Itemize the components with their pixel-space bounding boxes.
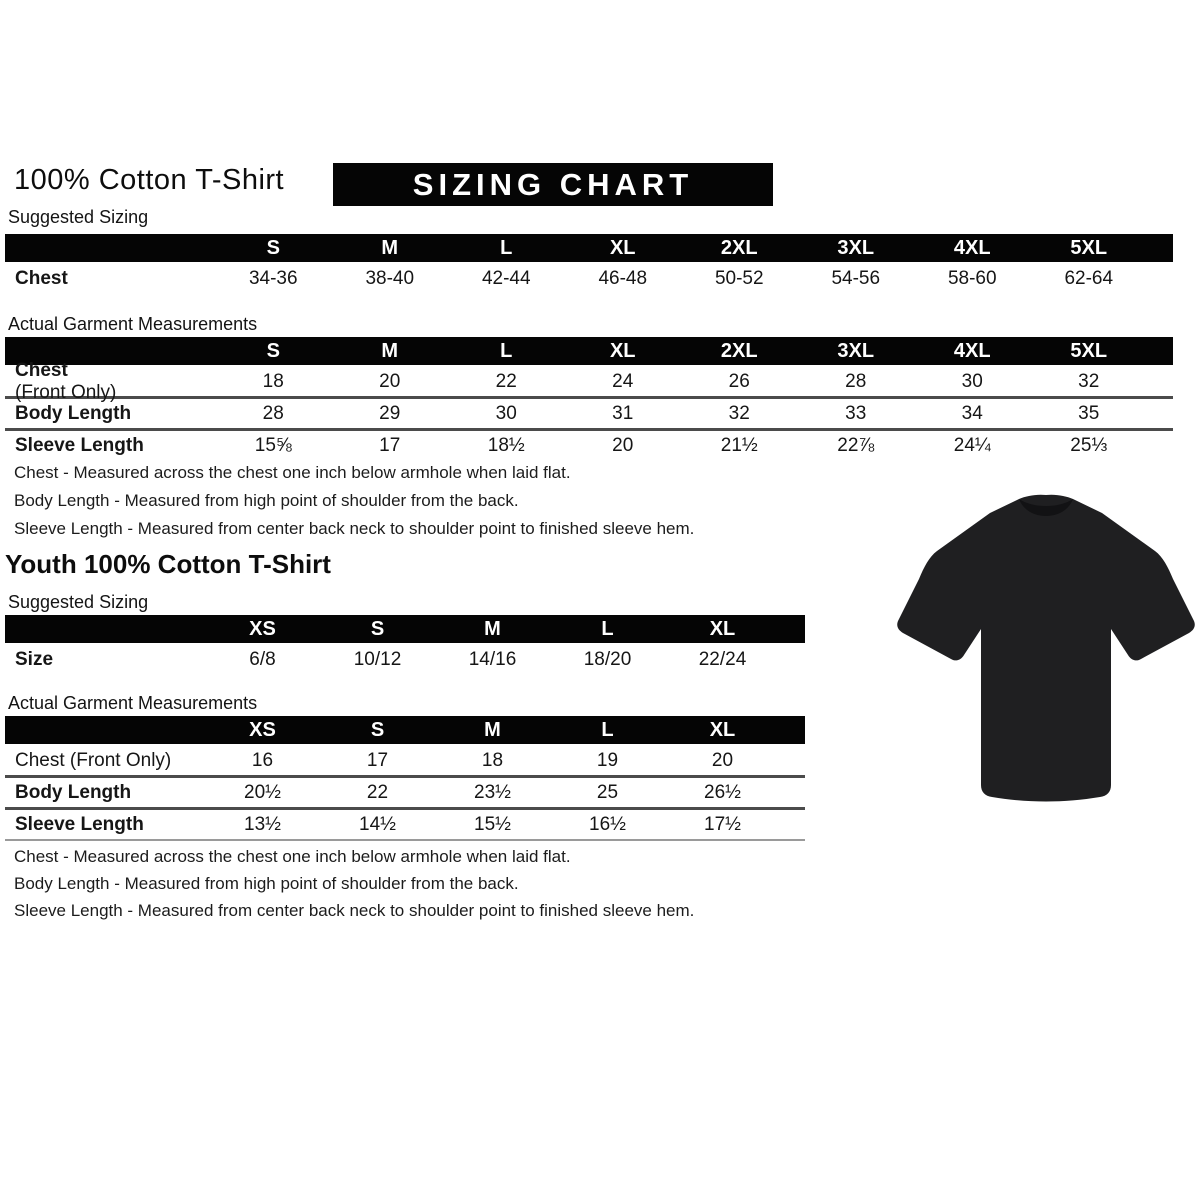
column-header: M (484, 718, 501, 741)
value-cell: 34-36 (248, 267, 298, 289)
value-cell: 31 (612, 402, 634, 424)
value-cell: 17 (366, 749, 389, 771)
value-cell: 33 (845, 402, 867, 424)
adult-actual-measurements-table (5, 337, 1173, 460)
column-header: 3XL (837, 236, 875, 259)
tshirt-body (897, 495, 1195, 802)
note-line: Chest - Measured across the chest one inch below armhole when laid flat. (14, 847, 571, 866)
youth-suggested-sizing-label: Suggested Sizing (8, 592, 149, 612)
table-row (5, 645, 805, 674)
value-cell: 19 (596, 749, 619, 771)
value-cell: 20½ (244, 781, 281, 803)
youth-section-title: Youth 100% Cotton T-Shirt (5, 549, 331, 579)
value-cell: 58-60 (947, 267, 997, 289)
value-cell: 20 (711, 749, 734, 771)
row-label (5, 782, 205, 804)
value-cell: 20 (612, 434, 634, 456)
value-cell: 20 (379, 370, 401, 392)
youth-measurement-notes (14, 843, 694, 924)
value-cell: 30 (495, 402, 517, 424)
sizing-chart-banner (333, 163, 773, 206)
value-cell: 28 (845, 370, 867, 392)
row-label-text: Chest (15, 359, 68, 381)
value-cell: 13½ (244, 813, 281, 835)
column-header: XL (609, 339, 636, 362)
value-cell: 18 (262, 370, 284, 392)
row-label (5, 814, 205, 836)
sizing-chart-banner-text: SIZING CHART (412, 166, 694, 202)
adult-actual-measurements-label: Actual Garment Measurements (8, 314, 258, 334)
value-cell: 25⅓ (1070, 434, 1108, 456)
note-line: Body Length - Measured from high point of shoulder from the back. (14, 491, 519, 510)
value-cell: 21½ (720, 434, 758, 456)
column-header: XS (249, 617, 276, 640)
row-label-text: Sleeve Length (15, 434, 144, 456)
value-cell: 50-52 (714, 267, 764, 289)
column-header: S (266, 236, 280, 259)
column-header: 2XL (720, 339, 758, 362)
column-header: M (381, 339, 399, 362)
value-cell: 18/20 (583, 648, 632, 670)
column-header: L (500, 339, 513, 362)
value-cell: 18½ (487, 434, 525, 456)
column-header: S (266, 339, 280, 362)
value-cell: 22 (366, 781, 389, 803)
column-header: S (370, 617, 385, 640)
column-header: 5XL (1070, 236, 1108, 259)
note-line: Body Length - Measured from high point of shoulder from the back. (14, 874, 519, 893)
value-cell: 22⅞ (837, 434, 875, 456)
value-cell: 17½ (704, 813, 741, 835)
column-header: XL (609, 236, 636, 259)
value-cell: 29 (379, 402, 401, 424)
column-header: M (484, 617, 501, 640)
row-label (5, 360, 215, 404)
column-header: 5XL (1070, 339, 1108, 362)
column-header: L (601, 718, 614, 741)
value-cell: 24¼ (953, 434, 991, 456)
value-cell: 34 (961, 402, 983, 424)
table-row (5, 807, 805, 841)
value-cell: 16 (251, 749, 274, 771)
value-cell: 35 (1078, 402, 1100, 424)
table-header-row (5, 716, 805, 744)
column-header: M (381, 236, 399, 259)
value-cell: 42-44 (481, 267, 531, 289)
page-title: 100% Cotton T-Shirt (14, 164, 285, 196)
value-cell: 22/24 (698, 648, 747, 670)
adult-suggested-sizing-label: Suggested Sizing (8, 207, 149, 227)
youth-actual-measurements-label: Actual Garment Measurements (8, 693, 258, 713)
value-cell: 46-48 (598, 267, 648, 289)
value-cell: 16½ (589, 813, 626, 835)
row-label (5, 750, 205, 772)
value-cell: 14/16 (468, 648, 517, 670)
value-cell: 15½ (474, 813, 511, 835)
row-label-text: Chest (15, 267, 68, 289)
row-label-text: Sleeve Length (15, 813, 144, 835)
value-cell: 62-64 (1064, 267, 1114, 289)
table-row (5, 746, 805, 775)
row-label-text: Body Length (15, 402, 132, 424)
column-header: 2XL (720, 236, 758, 259)
value-cell: 17 (379, 434, 401, 456)
table-header-row (5, 234, 1173, 262)
note-line: Chest - Measured across the chest one inch below armhole when laid flat. (14, 463, 571, 482)
row-label-text: Body Length (15, 781, 132, 803)
row-label-text: Size (15, 648, 54, 670)
value-cell: 28 (262, 402, 284, 424)
value-cell: 38-40 (365, 267, 415, 289)
row-label (5, 268, 215, 290)
note-line: Sleeve Length - Measured from center back neck to shoulder point to finished sleeve hem. (14, 519, 695, 538)
value-cell: 32 (1078, 370, 1100, 392)
youth-actual-measurements-table (5, 716, 805, 841)
column-header: L (500, 236, 513, 259)
adult-measurement-notes (14, 459, 694, 543)
row-label-suffix: (Front Only) (15, 381, 117, 403)
tshirt-image (893, 489, 1199, 807)
value-cell: 24 (612, 370, 634, 392)
value-cell: 18 (481, 749, 504, 771)
value-cell: 32 (728, 402, 750, 424)
column-header: S (370, 718, 385, 741)
column-header: 3XL (837, 339, 875, 362)
column-header: XS (249, 718, 276, 741)
table-row (5, 775, 805, 807)
value-cell: 26½ (704, 781, 741, 803)
column-header: XL (709, 718, 736, 741)
table-row (5, 264, 1173, 293)
table-row (5, 428, 1173, 460)
row-label (5, 649, 205, 671)
row-label-text: Chest (Front Only) (15, 749, 172, 771)
value-cell: 25 (596, 781, 619, 803)
value-cell: 10/12 (353, 648, 402, 670)
value-cell: 26 (728, 370, 750, 392)
value-cell: 14½ (359, 813, 396, 835)
value-cell: 54-56 (831, 267, 881, 289)
column-header: 4XL (953, 236, 991, 259)
row-label (5, 435, 215, 457)
youth-suggested-sizing-table (5, 615, 805, 674)
adult-suggested-sizing-table (5, 234, 1173, 293)
value-cell: 30 (961, 370, 983, 392)
value-cell: 15⅝ (254, 434, 292, 456)
column-header: XL (709, 617, 736, 640)
note-line: Sleeve Length - Measured from center back neck to shoulder point to finished sleeve hem. (14, 901, 695, 920)
table-header-row (5, 615, 805, 643)
value-cell: 22 (495, 370, 517, 392)
table-row (5, 359, 1173, 403)
row-label (5, 403, 215, 425)
value-cell: 6/8 (249, 648, 276, 670)
column-header: 4XL (953, 339, 991, 362)
column-header: L (601, 617, 614, 640)
value-cell: 23½ (474, 781, 511, 803)
